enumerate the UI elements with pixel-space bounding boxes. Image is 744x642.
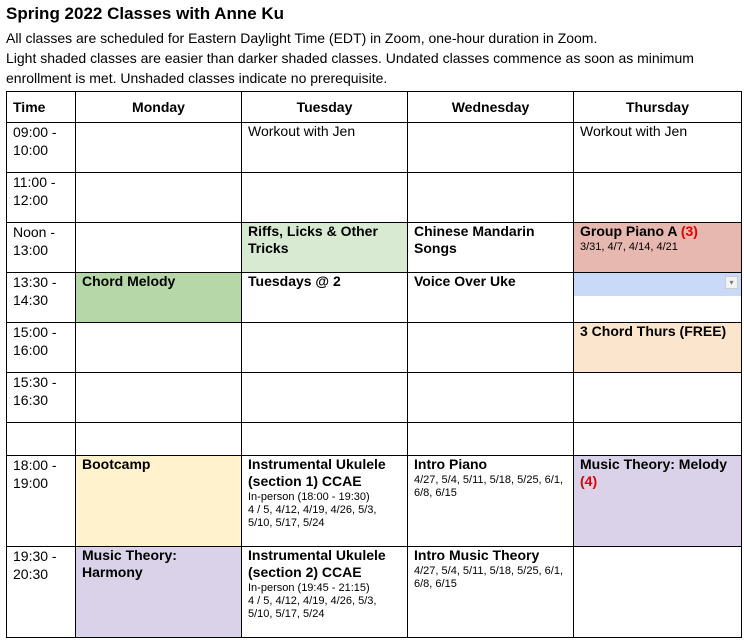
intro-line: All classes are scheduled for Eastern Daylight Time (EDT) in Zoom, one-hour duration in Zoom.	[6, 30, 598, 46]
class-dates: 4 / 5, 4/12, 4/19, 4/26, 5/3, 5/10, 5/17, 5/24	[248, 504, 377, 529]
cell-tuesday[interactable]	[242, 373, 408, 423]
class-location: In-person (18:00 - 19:30)	[248, 491, 370, 503]
time-start: Noon -	[13, 224, 56, 240]
header-wednesday: Wednesday	[408, 92, 574, 123]
header-monday: Monday	[76, 92, 242, 123]
cell-wednesday[interactable]	[408, 456, 574, 547]
cell-wednesday[interactable]	[408, 547, 574, 638]
time-cell	[7, 223, 76, 273]
cell-monday[interactable]	[76, 423, 242, 456]
class-name: Intro Music Theory	[414, 547, 540, 563]
time-cell	[7, 456, 76, 547]
class-name: Workout with Jen	[580, 123, 688, 139]
cell-thursday[interactable]	[574, 423, 742, 456]
cell-thursday[interactable]	[574, 223, 742, 273]
selected-cell-highlight[interactable]	[574, 273, 741, 296]
cell-tuesday[interactable]	[242, 456, 408, 547]
cell-tuesday[interactable]	[242, 547, 408, 638]
class-name: Intro Piano	[414, 456, 488, 472]
cell-monday[interactable]	[76, 456, 242, 547]
intro-line: Light shaded classes are easier than darker shaded classes. Undated classes commence as soon as minimum	[6, 50, 694, 66]
header-row	[7, 92, 742, 123]
time-start: 19:30 -	[13, 548, 57, 564]
table-row	[7, 373, 742, 423]
header-thursday: Thursday	[574, 92, 742, 123]
table-row	[7, 173, 742, 223]
cell-tuesday[interactable]	[242, 173, 408, 223]
schedule-table	[6, 91, 742, 638]
class-name: Instrumental Ukulele (section 2) CCAE	[248, 547, 386, 580]
class-name: Instrumental Ukulele (section 1) CCAE	[248, 456, 386, 489]
cell-wednesday[interactable]	[408, 273, 574, 323]
cell-tuesday[interactable]	[242, 273, 408, 323]
cell-wednesday[interactable]	[408, 223, 574, 273]
time-cell	[7, 547, 76, 638]
table-row	[7, 273, 742, 323]
cell-thursday[interactable]	[574, 456, 742, 547]
cell-monday[interactable]	[76, 373, 242, 423]
cell-tuesday[interactable]	[242, 423, 408, 456]
level-badge: (4)	[580, 473, 598, 489]
cell-thursday[interactable]	[574, 373, 742, 423]
class-name: Workout with Jen	[248, 123, 356, 139]
cell-monday[interactable]	[76, 547, 242, 638]
cell-thursday[interactable]	[574, 123, 742, 173]
class-name-line	[580, 223, 735, 240]
class-name-line	[580, 456, 735, 490]
time-end: 13:00	[13, 242, 49, 258]
class-name: Bootcamp	[82, 456, 151, 472]
cell-thursday-selected[interactable]	[574, 273, 742, 323]
class-name: Voice Over Uke	[414, 273, 516, 289]
header-tuesday: Tuesday	[242, 92, 408, 123]
table-row	[7, 323, 742, 373]
table-row	[7, 456, 742, 547]
cell-wednesday[interactable]	[408, 173, 574, 223]
time-end: 16:30	[13, 392, 49, 408]
class-name: Music Theory: Melody	[580, 456, 728, 472]
cell-wednesday[interactable]	[408, 423, 574, 456]
cell-monday[interactable]	[76, 323, 242, 373]
chevron-down-icon[interactable]: ▾	[725, 276, 738, 289]
cell-thursday[interactable]	[574, 173, 742, 223]
time-start: 13:30 -	[13, 274, 57, 290]
time-end: 16:00	[13, 342, 49, 358]
table-row	[7, 123, 742, 173]
time-end: 20:30	[13, 566, 49, 582]
time-cell	[7, 173, 76, 223]
cell-monday[interactable]	[76, 173, 242, 223]
time-start: 15:00 -	[13, 324, 57, 340]
class-name: Tuesdays @ 2	[248, 273, 341, 289]
time-cell	[7, 123, 76, 173]
cell-wednesday[interactable]	[408, 323, 574, 373]
cell-monday[interactable]	[76, 223, 242, 273]
level-badge: (3)	[680, 223, 698, 239]
class-name: Music Theory: Harmony	[82, 547, 177, 580]
class-dates: 4/27, 5/4, 5/11, 5/18, 5/25, 6/1, 6/8, 6/15	[414, 565, 564, 590]
cell-tuesday[interactable]	[242, 123, 408, 173]
time-end: 14:30	[13, 292, 49, 308]
time-start: 11:00 -	[13, 174, 56, 190]
class-dates: 4 / 5, 4/12, 4/19, 4/26, 5/3, 5/10, 5/17, 5/24	[248, 595, 377, 620]
class-dates: 3/31, 4/7, 4/14, 4/21	[580, 241, 678, 253]
class-name: Group Piano A	[580, 223, 677, 239]
cell-thursday[interactable]	[574, 323, 742, 373]
time-cell	[7, 423, 76, 456]
time-end: 12:00	[13, 192, 49, 208]
time-end: 10:00	[13, 142, 49, 158]
cell-wednesday[interactable]	[408, 123, 574, 173]
class-name: Chord Melody	[82, 273, 176, 289]
header-time: Time	[7, 92, 76, 123]
time-start: 15:30 -	[13, 374, 57, 390]
class-location: In-person (19:45 - 21:15)	[248, 582, 370, 594]
cell-tuesday[interactable]	[242, 323, 408, 373]
intro-line: enrollment is met. Unshaded classes indicate no prerequisite.	[6, 70, 388, 86]
class-name: Chinese Mandarin Songs	[414, 223, 535, 256]
cell-monday[interactable]	[76, 123, 242, 173]
cell-thursday[interactable]	[574, 547, 742, 638]
class-name: 3 Chord Thurs (FREE)	[580, 323, 727, 339]
intro-text	[6, 28, 744, 88]
cell-wednesday[interactable]	[408, 373, 574, 423]
time-cell	[7, 273, 76, 323]
class-dates: 4/27, 5/4, 5/11, 5/18, 5/25, 6/1, 6/8, 6/15	[414, 474, 564, 499]
time-start: 09:00 -	[13, 124, 57, 140]
table-row	[7, 223, 742, 273]
table-row	[7, 547, 742, 638]
class-name: Riffs, Licks & Other Tricks	[248, 223, 378, 256]
table-row	[7, 423, 742, 456]
cell-tuesday[interactable]	[242, 223, 408, 273]
time-end: 19:00	[13, 475, 49, 491]
page-title: Spring 2022 Classes with Anne Ku	[6, 4, 285, 23]
cell-monday[interactable]	[76, 273, 242, 323]
time-cell	[7, 323, 76, 373]
time-cell	[7, 373, 76, 423]
time-start: 18:00 -	[13, 457, 57, 473]
